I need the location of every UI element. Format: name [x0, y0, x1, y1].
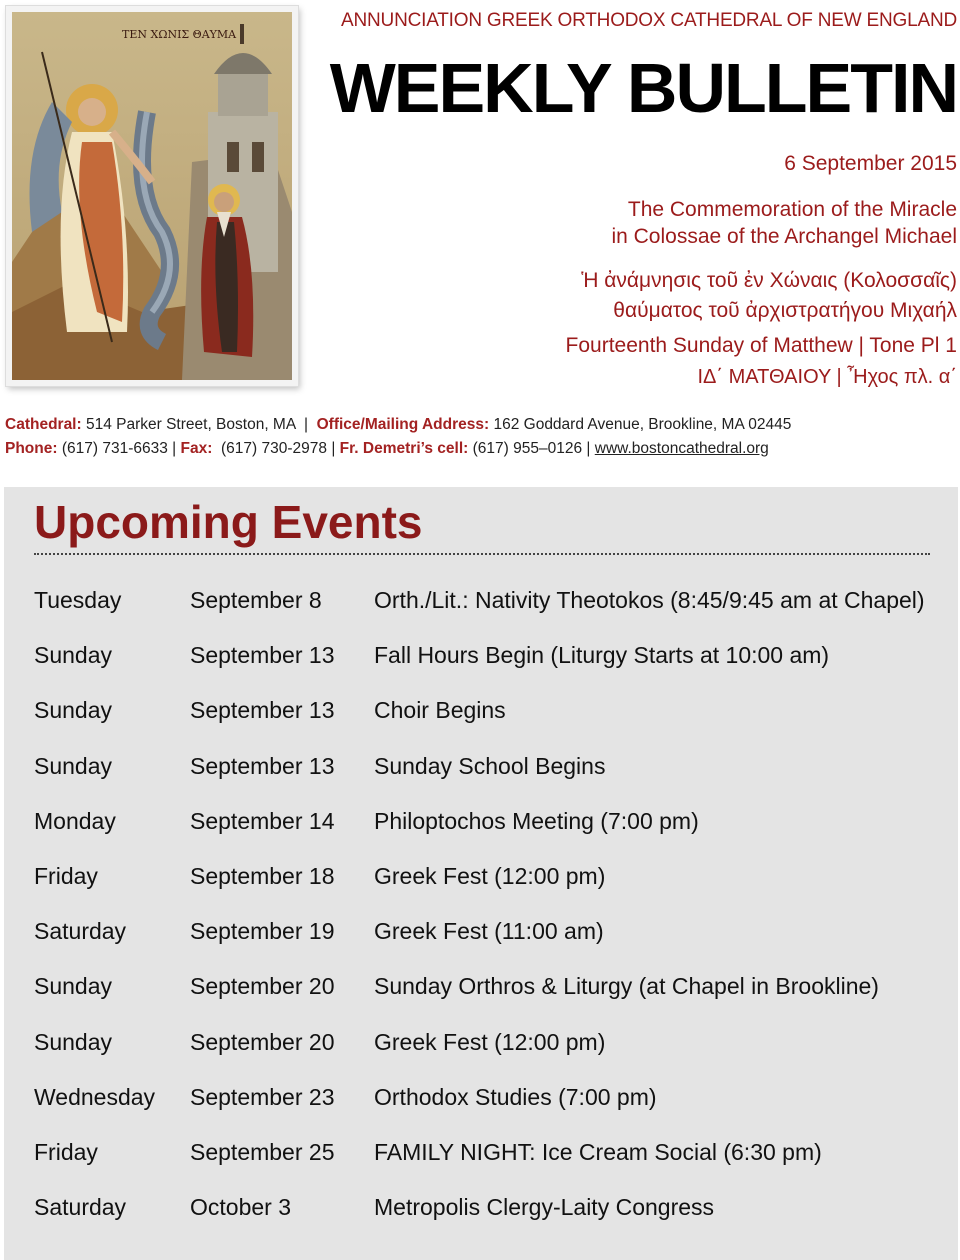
event-date: September 13: [190, 752, 335, 779]
event-day: Friday: [34, 1139, 98, 1165]
upcoming-events-panel: [4, 487, 958, 1260]
separator: |: [172, 440, 177, 457]
event-date: October 3: [190, 1194, 291, 1221]
event-description: Metropolis Clergy-Laity Congress: [374, 1194, 715, 1221]
greek-line-1: Ἡ ἀνάμνησις τοῦ ἐν Χώναις (Κολοσσαῖς): [581, 269, 957, 292]
event-description: Greek Fest (12:00 pm): [374, 1028, 606, 1055]
contact-line-2: [5, 440, 769, 458]
organization-name: ANNUNCIATION GREEK ORTHODOX CATHEDRAL OF NEW ENGLAND: [341, 10, 957, 31]
event-date: September 19: [190, 918, 335, 945]
events-title: Upcoming Events: [34, 496, 423, 548]
contact-line-1: [5, 416, 791, 434]
greek-commemoration: [581, 266, 957, 326]
phone-label: Phone:: [5, 440, 58, 457]
event-day: Sunday: [34, 973, 113, 1000]
separator: |: [303, 416, 308, 433]
cell-number: (617) 955–0126: [472, 440, 583, 457]
phone-number: (617) 731-6633: [61, 440, 168, 457]
cell-label: Fr. Demetri’s cell:: [339, 440, 469, 457]
event-date: September 20: [190, 973, 335, 1000]
event-date: September 18: [190, 863, 335, 889]
greek-line-2: θαύματος τοῦ ἀρχιστρατήγου Μιχαήλ: [613, 299, 957, 322]
separator: |: [586, 440, 591, 457]
event-description: Orthodox Studies (7:00 pm): [374, 1083, 657, 1110]
event-description: FAMILY NIGHT: Ice Cream Social (6:30 pm): [374, 1139, 822, 1165]
event-description: Sunday Orthros & Liturgy (at Chapel in Brookline): [374, 973, 879, 1000]
website-link[interactable]: www.bostoncathedral.org: [594, 440, 769, 457]
event-date: September 23: [190, 1083, 335, 1110]
event-description: Greek Fest (12:00 pm): [374, 863, 606, 889]
event-description: Orth./Lit.: Nativity Theotokos (8:45/9:45 am at Chapel): [374, 587, 925, 613]
event-day: Friday: [34, 863, 98, 889]
sunday-tone: Fourteenth Sunday of Matthew | Tone Pl 1: [565, 334, 957, 357]
commemoration: [611, 196, 957, 250]
cathedral-address: 514 Parker Street, Boston, MA: [85, 416, 296, 433]
event-day: Saturday: [34, 918, 127, 945]
icon-inscription: ΤΕΝ ΧΩΝΙΣ ΘΑΥΜΑ: [122, 28, 237, 41]
bulletin-title: WEEKLY BULLETIN: [329, 49, 957, 127]
event-description: Fall Hours Begin (Liturgy Starts at 10:00 am): [374, 642, 830, 669]
commemoration-line-2: in Colossae of the Archangel Michael: [611, 225, 957, 248]
icon-illustration: [12, 12, 292, 380]
cathedral-label: Cathedral:: [5, 416, 82, 433]
dotted-divider: [34, 553, 930, 555]
commemoration-line-1: The Commemoration of the Miracle: [627, 198, 957, 221]
archangel-icon-image: [6, 6, 298, 386]
event-day: Sunday: [34, 1028, 113, 1055]
event-day: Sunday: [34, 642, 113, 669]
event-date: September 13: [190, 642, 335, 669]
separator: |: [331, 440, 336, 457]
fax-number: (617) 730-2978: [221, 440, 327, 457]
event-day: Sunday: [34, 697, 113, 724]
event-date: September 20: [190, 1028, 335, 1055]
event-date: September 14: [190, 807, 335, 834]
event-date: September 8: [190, 587, 322, 613]
event-date: September 13: [190, 697, 335, 724]
office-label: Office/Mailing Address:: [316, 416, 490, 433]
sunday-tone-greek: ΙΔ΄ ΜΑΤΘΑΙΟΥ | Ἦχος πλ. α΄: [697, 366, 957, 388]
event-description: Choir Begins: [374, 697, 506, 724]
event-day: Monday: [34, 807, 116, 834]
event-day: Sunday: [34, 752, 113, 779]
event-description: Sunday School Begins: [374, 752, 606, 779]
event-description: Philoptochos Meeting (7:00 pm): [374, 807, 699, 834]
office-address: 162 Goddard Avenue, Brookline, MA 02445: [493, 416, 792, 433]
event-date: September 25: [190, 1139, 335, 1165]
event-description: Greek Fest (11:00 am): [374, 918, 604, 945]
event-day: Wednesday: [34, 1083, 156, 1110]
event-day: Saturday: [34, 1194, 127, 1221]
fax-label: Fax:: [180, 440, 213, 457]
event-day: Tuesday: [34, 587, 122, 613]
bulletin-date: 6 September 2015: [784, 152, 957, 175]
